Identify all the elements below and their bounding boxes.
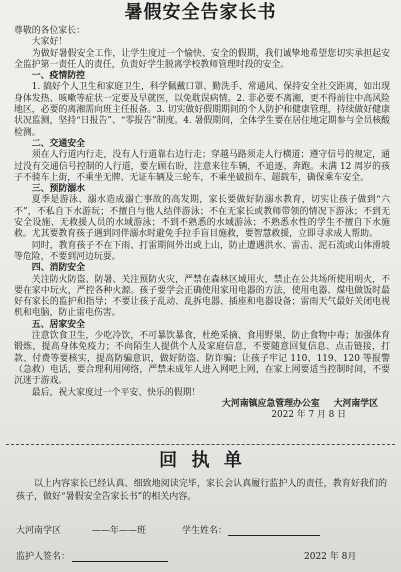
section-heading-drowning: 三、预防溺水 [31, 184, 86, 195]
section-heading-traffic: 二、交通安全 [31, 138, 86, 149]
receipt-guardian-label: 监护人签名： [16, 552, 71, 562]
guardian-signature-blank-line [72, 561, 168, 562]
section-heading-epidemic: 一、疫情防控 [31, 71, 86, 82]
signature-org-emergency-office: 大河南镇应急管理办公室 [222, 398, 320, 409]
cut-line-divider [6, 444, 395, 445]
section-paragraph: 关注防火防盗、防暑、关注预防火灾，严禁在森林区域用火，禁止在公共场所使用明火，不要在家中玩火，严控各种火源。孩子要学会正确使用家用电器的方法，使用电器、煤电做饭时最好有家长的监护和指导；不要让孩子乱动、乱拆电器、插座和电器设备；雷雨天气最好关闭电视机和电脑，防止雷电伤害。 [14, 274, 390, 319]
letter-body [14, 26, 390, 421]
section-paragraph: 同时，教育孩子不在下雨、打雷期间外出或上山，防止遭遇洪水、雷击、泥石流或山体滑坡等危险，不要到河边玩耍。 [14, 240, 390, 262]
receipt-date: 2022 年 8月 [304, 552, 357, 562]
receipt-row-class [16, 524, 391, 538]
closing-line: 最后，祝大家度过一个平安、快乐的假期！ [31, 387, 201, 398]
section-paragraph: 须在人行道内行走，没有人行道靠右边行走；穿越马路须走人行横道；遵守信号的规定，通过没有交通信号控制的人行道，要左顾右盼，注意来往车辆，不追逐、奔跑。未满 12 周岁的孩子不骑车上街，不乘坐无牌、无证车辆及三轮车，不乘坐破损车、超载车，确保乘车安全。 [14, 150, 390, 183]
section-paragraph: 夏季是游泳、溺水造成溺亡事故的高发期，家长要做好防溺水教育，切实让孩子做到“六不”，不私自下水游玩；不擅自与他人结伴游泳；不在无家长或教师带领的情况下游泳；不到无安全设施、无救援人员的水域游泳；不到不熟悉的水域游泳；不熟悉水性的学生不擅自下水施救。尤其要教育孩子遇到同伴溺水时避免手拉手盲目施救，要智慧救援，立即寻求成人帮助。 [14, 195, 390, 240]
section-heading-fire: 四、消防安全 [31, 263, 86, 274]
signature-line [14, 399, 390, 410]
student-name-blank-line [228, 535, 320, 536]
section-paragraph: 1. 搞好个人卫生和家庭卫生，科学佩戴口罩、勤洗手、常通风、保持安全社交距离，如出现身体发热、咳嗽等症状一定要及早就医，以免耽误病情。2. 非必要不离湘，更不得前往中高风险地区，必要的离湘需向班主任报备。3. 切实做好假期期间的个人防护和健康管理，持续做好健康状况监测，坚持“日报告”、“零报告”制度。4. 暑假期间，全体学生要在居住地定期参与全员核酸检测。 [14, 82, 390, 138]
section-paragraph: 注意饮食卫生，少吃冷饮，不可暴饮暴食，杜绝采摘、食用野果，防止食物中毒；加强体育锻炼，提高身体免疫力；不向陌生人提供个人及家庭信息，不要随意回复信息、点击链接，打款、付费等要核实，提高防骗意识，做好防盗、防诈骗；让孩子牢记 110、119、120 等报警（急救）电话，要合理利用网络，严禁未成年人进入网吧上网，在家上网要适当控制时间，不要沉迷于游戏。 [14, 331, 390, 387]
receipt-row-signature [16, 550, 391, 564]
receipt-district: 大河南学区 [16, 526, 62, 536]
section-heading-home: 五、居家安全 [31, 319, 86, 330]
receipt-text: 以上内容家长已经认真、细致地阅读完毕，家长会认真履行监护人的责任，教育好我们的孩子，做好“暑假安全告家长书”的相关内容。 [16, 479, 387, 502]
letter-date: 2022 年 7 月 8 日 [271, 410, 346, 421]
greeting: 大家好！ [31, 37, 68, 48]
intro-paragraph: 为做好暑假安全工作，让学生度过一个愉快、安全的假期，我们诚挚地希望您切实承担起安全监护第一责任人的责任，负责好学生脱离学校教师管理时段的安全。 [14, 48, 390, 70]
document-title: 暑假安全告家长书 [124, 2, 277, 23]
receipt-student-name-label: 学生姓名： [182, 526, 228, 536]
receipt-class-blank: ——年——班 [92, 526, 147, 536]
signature-org-school-district: 大河南学区 [333, 398, 378, 409]
receipt-title: 回执单 [159, 450, 257, 471]
salutation: 尊敬的各位家长： [14, 26, 85, 36]
